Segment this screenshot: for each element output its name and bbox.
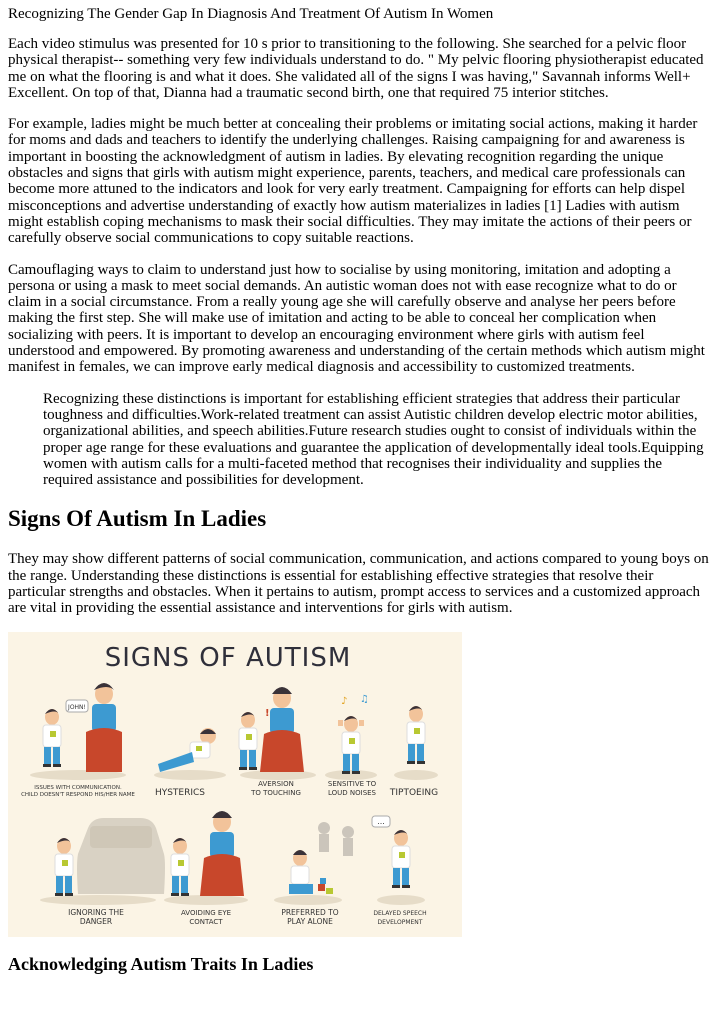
label-sensitive-2: LOUD NOISES xyxy=(327,788,377,797)
label-communication-1: ISSUES WITH COMMUNICATION. xyxy=(34,784,122,791)
label-sensitive-1: SENSITIVE TO xyxy=(327,779,377,788)
label-communication-2: CHILD DOESN'T RESPOND HIS/HER NAME xyxy=(21,791,135,798)
label-aversion-2: TO TOUCHING xyxy=(251,788,301,797)
danger-illustration xyxy=(55,818,165,896)
infographic-title: SIGNS OF AUTISM xyxy=(104,642,352,673)
tiptoeing-illustration xyxy=(407,706,425,764)
label-tiptoeing: TIPTOEING xyxy=(389,787,439,798)
label-danger-1: IGNORING THE xyxy=(68,907,124,917)
delayed-speech-illustration xyxy=(372,816,410,888)
svg-text:♪: ♪ xyxy=(341,695,348,707)
label-alone-2: PLAY ALONE xyxy=(287,916,333,926)
paragraph-2: For example, ladies might be much better at concealing their problems or imitating social actions, making it harder for moms and dads and teachers to identify the underlying challenges. Raising campaigning for and awareness is important in boosting the acknowledgment of autism in ladies. By elevating recognition regarding the unique obstacles and signs that girls with autism might experience, parents, teachers, and medical care professionals can become more attuned to the indicators and look for very early treatment. Campaigning for efforts can help dispel misconceptions and advertise understanding of exactly how autism materializes in ladies [1] Ladies with autism might establish coping mechanisms to mask their social difficulties. They may imitate the actions of their peers or carefully observe social communications to copy suitable reactions. xyxy=(8,116,698,247)
label-speech-2: DEVELOPMENT xyxy=(377,918,423,926)
label-speech-1: DELAYED SPEECH xyxy=(373,909,427,917)
paragraph-3: Camouflaging ways to claim to understand just how to socialise by using monitoring, imitation and adopting a persona or using a mask to meet social demands. An autistic woman does not with ease recognize what to do or claim in a social circumstance. From a really young age she will carefully observe and analyse her peers before making the first step. She will make use of imitation and acting to be able to conceal her complication when socializing with peers. It is important to develop an encouraging environment where girls with autism feel understood and empowered. By promoting awareness and understanding of the certain methods which autism might manifest in females, we can improve early medical diagnosis and accessibility to customized treatments. xyxy=(8,261,705,376)
label-alone-1: PREFERRED TO xyxy=(281,907,339,917)
label-hysterics: HYSTERICS xyxy=(154,787,206,798)
label-danger-2: DANGER xyxy=(79,916,113,926)
block-quote: Recognizing these distinctions is important for establishing efficient strategies that address their particular toughness and difficulties.Work-related treatment can assist Autistic children develop electric motor abilities, organizational abilities, and speech abilities.Future research studies ought to consist of individuals within the proper age range for these evaluations and guarantee the application of developmentally ideal tools.Equipping women with autism calls for a multi-faceted method that recognises their individuality and supplies the required assistance and possibilities for development. xyxy=(43,390,704,489)
aversion-illustration xyxy=(239,687,304,772)
document-title: Recognizing The Gender Gap In Diagnosis And Treatment Of Autism In Women xyxy=(8,6,494,22)
paragraph-4: They may show different patterns of social communication, communication, and actions compared to young boys on the range. Understanding these distinctions is essential for establishing effective strategies that resolve their particular strengths and obstacles. When it pertains to autism, prompt access to services and a customized approach are vital in providing the essential assistance and interventions for girls with autism. xyxy=(8,551,709,617)
label-eye-2: CONTACT xyxy=(189,917,223,926)
communication-illustration xyxy=(43,683,122,772)
play-alone-illustration xyxy=(289,822,354,894)
speech-bubble-john: JOHN! xyxy=(68,703,86,711)
label-eye-1: AVOIDING EYE xyxy=(180,908,232,917)
svg-text:♫: ♫ xyxy=(360,693,369,705)
section-heading: Signs Of Autism In Ladies xyxy=(8,506,267,532)
svg-text:!: ! xyxy=(265,707,270,719)
hysterics-illustration xyxy=(158,728,216,772)
loud-noises-illustration xyxy=(338,694,369,774)
paragraph-1: Each video stimulus was presented for 10 s prior to transitioning to the following. She searched for a pelvic floor physical therapist-- something very few individuals understand to do. " My pelvic flooring physiotherapist educated me on what the flooring is and what it does. She validated all of the signs I was having," Savannah informs Well+ Excellent. On top of that, Dianna had a traumatic second birth, one that required 75 interior stitches. xyxy=(8,36,704,101)
label-aversion-1: AVERSION xyxy=(258,779,294,788)
speech-bubble-dots: ... xyxy=(377,816,385,826)
signs-of-autism-infographic xyxy=(8,632,462,937)
eye-contact-illustration xyxy=(171,811,244,896)
subsection-heading: Acknowledging Autism Traits In Ladies xyxy=(8,953,314,974)
